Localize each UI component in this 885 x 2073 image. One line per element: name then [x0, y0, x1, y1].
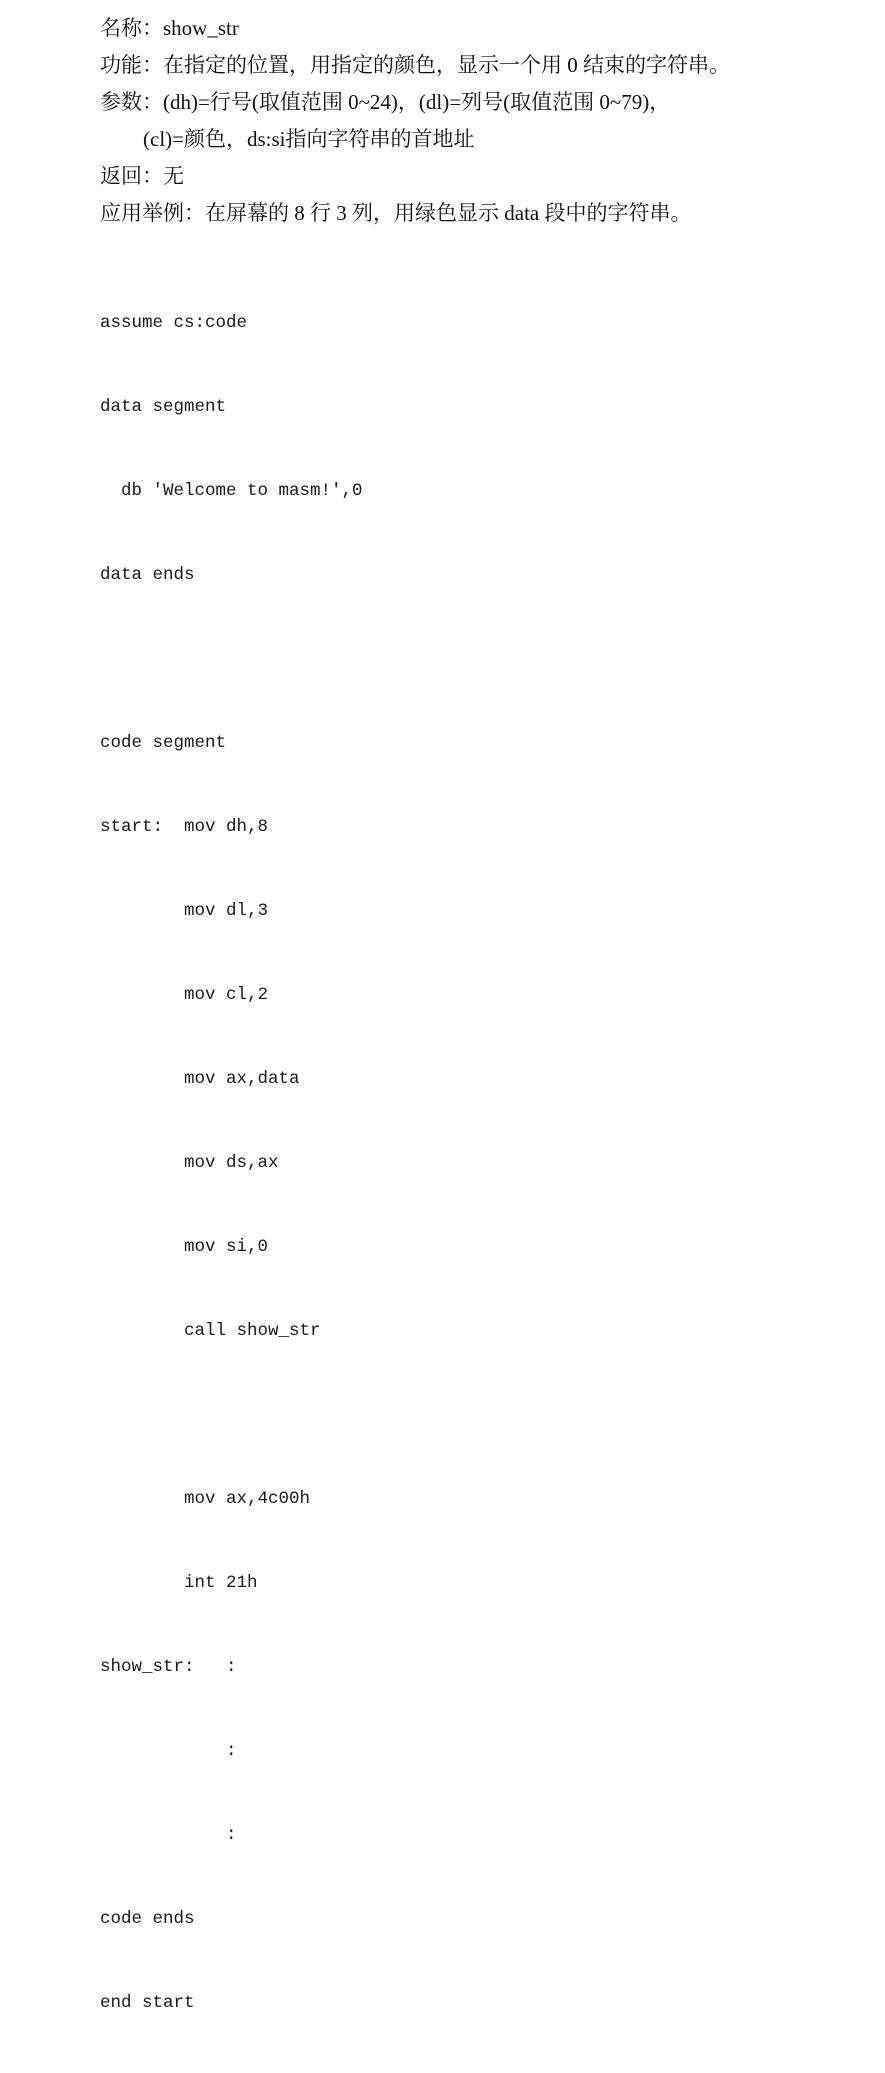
function-value: 在指定的位置，用指定的颜色，显示一个用 0 结束的字符串。 — [163, 53, 730, 77]
code-line — [100, 1401, 363, 1429]
code-listing — [100, 253, 363, 2073]
name-value: show_str — [163, 16, 239, 40]
code-line: int 21h — [100, 1573, 258, 1593]
code-line: mov cl,2 — [100, 985, 269, 1005]
params-value-2: (cl)=颜色，ds:si指向字符串的首地址 — [143, 127, 475, 151]
code-line: assume cs:code — [100, 313, 248, 333]
code-line: db 'Welcome to masm!',0 — [100, 481, 363, 501]
code-line: mov ds,ax — [100, 1153, 279, 1173]
code-line: : — [100, 1825, 237, 1845]
spec-params-line-2 — [100, 121, 730, 158]
name-label: 名称： — [100, 16, 163, 40]
code-line: mov ax,4c00h — [100, 1489, 311, 1509]
code-line: mov si,0 — [100, 1237, 269, 1257]
spec-example-line — [100, 195, 730, 232]
code-line: data segment — [100, 397, 227, 417]
code-line — [100, 645, 363, 673]
example-label: 应用举例： — [100, 201, 205, 225]
params-label: 参数： — [100, 90, 163, 114]
return-label: 返回： — [100, 164, 163, 188]
code-line: end start — [100, 1993, 195, 2013]
code-line: mov ax,data — [100, 1069, 300, 1089]
example-value: 在屏幕的 8 行 3 列，用绿色显示 data 段中的字符串。 — [205, 201, 692, 225]
params-value-1: (dh)=行号(取值范围 0~24)，(dl)=列号(取值范围 0~79)， — [163, 90, 671, 114]
spec-params-line — [100, 84, 730, 121]
code-line: code ends — [100, 1909, 195, 1929]
function-label: 功能： — [100, 53, 163, 77]
spec-name-line — [100, 10, 730, 47]
code-line: call show_str — [100, 1321, 321, 1341]
code-line: show_str: : — [100, 1657, 237, 1677]
spec-function-line — [100, 47, 730, 84]
code-line: mov dl,3 — [100, 901, 269, 921]
code-line: start: mov dh,8 — [100, 817, 269, 837]
spec-return-line — [100, 158, 730, 195]
code-line: : — [100, 1741, 237, 1761]
return-value: 无 — [163, 164, 184, 188]
subroutine-spec — [100, 10, 730, 232]
code-line: data ends — [100, 565, 195, 585]
code-line: code segment — [100, 733, 227, 753]
